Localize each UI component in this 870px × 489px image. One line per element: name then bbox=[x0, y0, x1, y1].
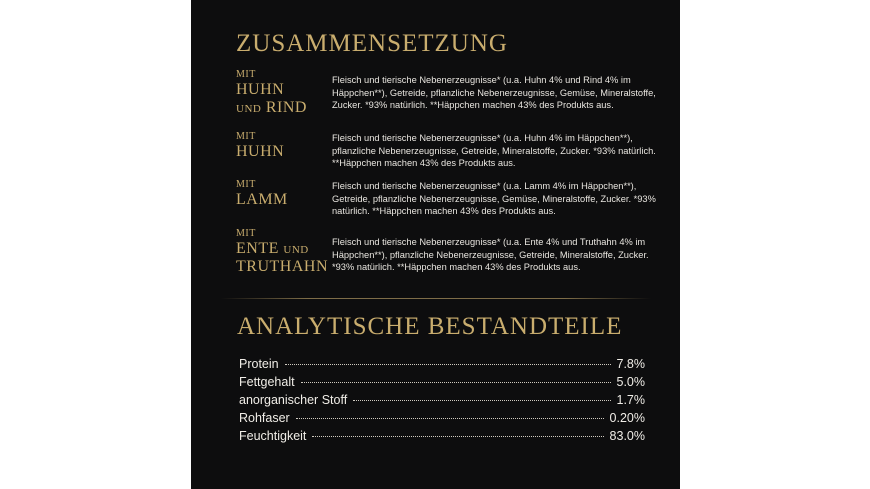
analysis-row bbox=[239, 393, 645, 411]
dot-leader bbox=[353, 400, 610, 401]
variant-description: Fleisch und tierische Nebenerzeugnisse* (u.a. Lamm 4% im Häppchen**), Getreide, pflanzliche Nebenerzeugnisse, Gemüse, Mineralstoffe, Zucker. *93% natürlich. **Häppchen machen 43% des Produkts aus. bbox=[332, 181, 656, 216]
variant-name: HUHN bbox=[236, 143, 285, 160]
analysis-value: 5.0% bbox=[616, 375, 645, 389]
variant-name: ENTE bbox=[236, 240, 279, 257]
variant-name-line1 bbox=[236, 241, 336, 257]
composition-title: ZUSAMMENSETZUNG bbox=[236, 30, 508, 57]
analysis-value: 0.20% bbox=[609, 411, 645, 425]
dot-leader bbox=[312, 436, 603, 437]
analysis-row bbox=[239, 375, 645, 393]
variant-connector: UND bbox=[236, 103, 262, 115]
analysis-name: Feuchtigkeit bbox=[239, 429, 307, 443]
section-divider bbox=[221, 298, 651, 299]
analysis-row bbox=[239, 429, 645, 447]
dot-leader bbox=[301, 382, 611, 383]
variant-description: Fleisch und tierische Nebenerzeugnisse* (u.a. Ente 4% und Truthahn 4% im Häppchen**), pflanzliche Nebenerzeugnisse, Getreide, Mineralstoffe, Zucker. *93% natürlich. **Häppchen machen 43% des Produkts aus. bbox=[332, 237, 649, 272]
product-info-panel bbox=[191, 0, 680, 489]
dot-leader bbox=[285, 364, 611, 365]
variant-description: Fleisch und tierische Nebenerzeugnisse* (u.a. Huhn 4% und Rind 4% im Häppchen**), Getreide, pflanzliche Nebenerzeugnisse, Gemüse, Mineralstoffe, Zucker. *93% natürlich. **Häppchen machen 43% des Produkts aus. bbox=[332, 75, 656, 110]
variant-name-second: RIND bbox=[265, 99, 307, 116]
variant-label bbox=[236, 229, 336, 275]
analysis-value: 1.7% bbox=[616, 393, 645, 407]
variant-name-second: TRUTHAHN bbox=[236, 258, 328, 275]
variant-name: LAMM bbox=[236, 191, 288, 208]
variant-connector: UND bbox=[283, 244, 309, 256]
analysis-name: Fettgehalt bbox=[239, 375, 295, 389]
variant-prefix: MIT bbox=[236, 228, 256, 239]
analysis-row bbox=[239, 411, 645, 429]
analysis-row bbox=[239, 357, 645, 375]
variant-name: HUHN bbox=[236, 81, 285, 98]
variant-label bbox=[236, 180, 326, 208]
variant-description: Fleisch und tierische Nebenerzeugnisse* (u.a. Huhn 4% im Häppchen**), pflanzliche Nebenerzeugnisse, Getreide, Mineralstoffe, Zucker. *93% natürlich. **Häppchen machen 43% des Produkts aus. bbox=[332, 133, 656, 168]
analysis-name: Rohfaser bbox=[239, 411, 290, 425]
analysis-name: anorganischer Stoff bbox=[239, 393, 348, 407]
dot-leader bbox=[296, 418, 604, 419]
analysis-value: 83.0% bbox=[609, 429, 645, 443]
analysis-title: ANALYTISCHE BESTANDTEILE bbox=[237, 313, 623, 340]
variant-prefix: MIT bbox=[236, 179, 256, 190]
analysis-name: Protein bbox=[239, 357, 279, 371]
variant-prefix: MIT bbox=[236, 69, 256, 80]
analysis-value: 7.8% bbox=[616, 357, 645, 371]
variant-name-line2 bbox=[236, 100, 326, 116]
variant-prefix: MIT bbox=[236, 131, 256, 142]
variant-label bbox=[236, 70, 326, 116]
variant-label bbox=[236, 132, 326, 160]
